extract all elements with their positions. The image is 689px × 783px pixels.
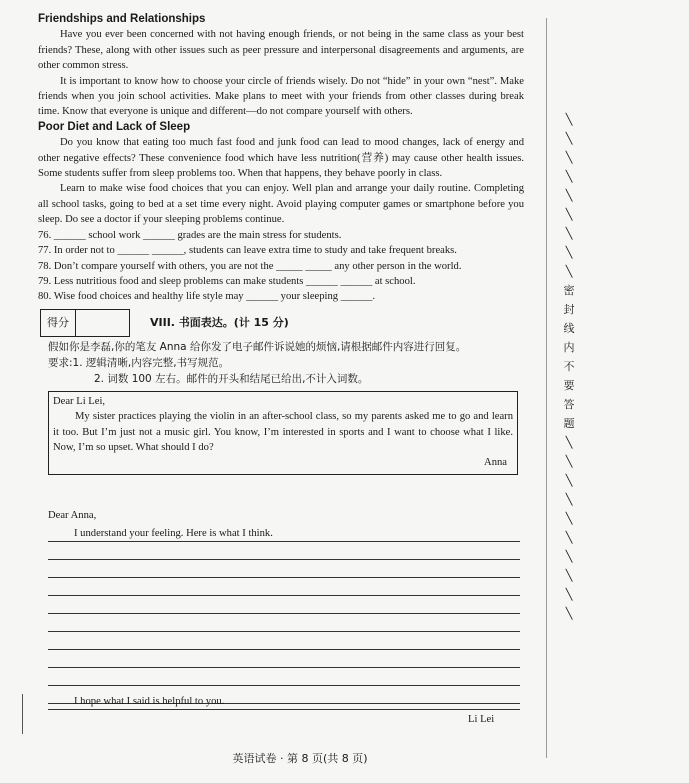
seal-char: 内 xyxy=(563,341,575,354)
margin-mark xyxy=(22,694,23,734)
writing-requirement-2: 2. 词数 100 左右。邮件的开头和结尾已给出,不计入词数。 xyxy=(94,372,369,385)
answer-line[interactable] xyxy=(48,541,520,542)
seal-char: 密 xyxy=(563,284,575,297)
writing-header xyxy=(38,309,524,339)
dash-mark: ╲ xyxy=(565,531,573,544)
paragraph: Do you know that eating too much fast food and junk food can lead to mood changes, lack of energy and other negative effects? These convenience food which have less nutrition(营养) may cause other health issues. Some students suffer from sleep problems too. When that happens, they behave poorly in class. xyxy=(38,137,524,180)
score-label: 得分 xyxy=(41,310,76,336)
reply-greeting: Dear Anna, xyxy=(48,510,97,521)
reply-signature: Li Lei xyxy=(468,714,495,725)
reading-section xyxy=(38,12,524,475)
dash-mark: ╲ xyxy=(565,132,573,145)
seal-line-column xyxy=(557,110,581,623)
dash-mark: ╲ xyxy=(565,436,573,449)
dash-mark: ╲ xyxy=(565,113,573,126)
email-body: My sister practices playing the violin in an after-school class, so my parents asked me to go and learn it too. But I’m just not a music girl. You know, I’m interested in sports and I want to choose what I like. Now, I’m so upset. What should I do? xyxy=(53,411,513,453)
paragraph: It is important to know how to choose your circle of friends wisely. Do not “hide” in your own “nest”. Make friends when you join school activities. Make plans to meet with your friends from other classes during break time. Know that everyone is unique and different—do not compare yourself with others. xyxy=(38,75,524,118)
dash-mark: ╲ xyxy=(565,493,573,506)
dash-mark: ╲ xyxy=(565,474,573,487)
seal-line-margin xyxy=(546,18,591,758)
question-78: 78. Don’t compare yourself with others, you are not the _____ _____ any other person in the world. xyxy=(38,260,462,272)
dash-mark: ╲ xyxy=(565,246,573,259)
answer-line[interactable] xyxy=(48,685,520,686)
question-77: 77. In order not to ______ ______, students can leave extra time to study and take frequent breaks. xyxy=(38,245,457,257)
seal-char: 封 xyxy=(563,303,575,316)
question-80: 80. Wise food choices and healthy life style may ______ your sleeping ______. xyxy=(38,291,376,303)
dash-mark: ╲ xyxy=(565,189,573,202)
question-76: 76. ______ school work ______ grades are the main stress for students. xyxy=(38,229,342,241)
answer-line[interactable] xyxy=(48,649,520,650)
dash-mark: ╲ xyxy=(565,170,573,183)
answer-line[interactable] xyxy=(48,577,520,578)
reply-last-line: I hope what I said is helpful to you. xyxy=(74,696,225,707)
score-input-cell[interactable] xyxy=(76,310,129,336)
dash-mark: ╲ xyxy=(565,588,573,601)
seal-char: 要 xyxy=(563,379,575,392)
reply-first-line: I understand your feeling. Here is what I think. xyxy=(74,528,273,539)
email-signature: Anna xyxy=(484,457,507,469)
dash-mark: ╲ xyxy=(565,455,573,468)
writing-requirement-1: 要求:1. 逻辑清晰,内容完整,书写规范。 xyxy=(48,356,230,369)
email-box xyxy=(48,391,518,475)
dash-mark: ╲ xyxy=(565,569,573,582)
answer-line[interactable] xyxy=(48,631,520,632)
seal-char: 不 xyxy=(563,360,575,373)
section-heading-friendships: Friendships and Relationships xyxy=(38,13,206,25)
paragraph: Learn to make wise food choices that you can enjoy. Well plan and arrange your daily routine. Completing all school tasks, going to bed at a set time every night. Avoid playing computer games or smartphone before you sleep. Do see a doctor if your sleeping problems continue. xyxy=(38,183,524,226)
dash-mark: ╲ xyxy=(565,607,573,620)
dash-mark: ╲ xyxy=(565,550,573,563)
question-79: 79. Less nutritious food and sleep problems can make students ______ ______ at school. xyxy=(38,275,416,287)
dash-mark: ╲ xyxy=(565,227,573,240)
answer-line[interactable] xyxy=(48,667,520,668)
paragraph: Have you ever been concerned with not having enough friends, or not being in the same class as your best friends? These, along with other issues such as peer pressure and interpersonal disagreements and arguments, are other common stress. xyxy=(38,29,524,72)
answer-line[interactable] xyxy=(48,559,520,560)
seal-char: 题 xyxy=(563,417,575,430)
dash-mark: ╲ xyxy=(565,512,573,525)
seal-char: 线 xyxy=(563,322,575,335)
writing-prompt: 假如你是李磊,你的笔友 Anna 给你发了电子邮件诉说她的烦恼,请根据邮件内容进行回复。 xyxy=(48,340,467,353)
dash-mark: ╲ xyxy=(565,151,573,164)
writing-title: VIII. 书面表达。(计 15 分) xyxy=(150,315,289,329)
dash-mark: ╲ xyxy=(565,265,573,278)
score-box xyxy=(40,309,130,337)
section-heading-diet: Poor Diet and Lack of Sleep xyxy=(38,120,191,133)
answer-line[interactable] xyxy=(48,595,520,596)
dash-mark: ╲ xyxy=(565,208,573,221)
page-footer: 英语试卷 · 第 8 页(共 8 页) xyxy=(232,752,368,765)
email-greeting: Dear Li Lei, xyxy=(53,395,106,407)
seal-char: 答 xyxy=(563,398,575,411)
answer-line[interactable] xyxy=(48,613,520,614)
answer-line[interactable] xyxy=(48,709,520,710)
